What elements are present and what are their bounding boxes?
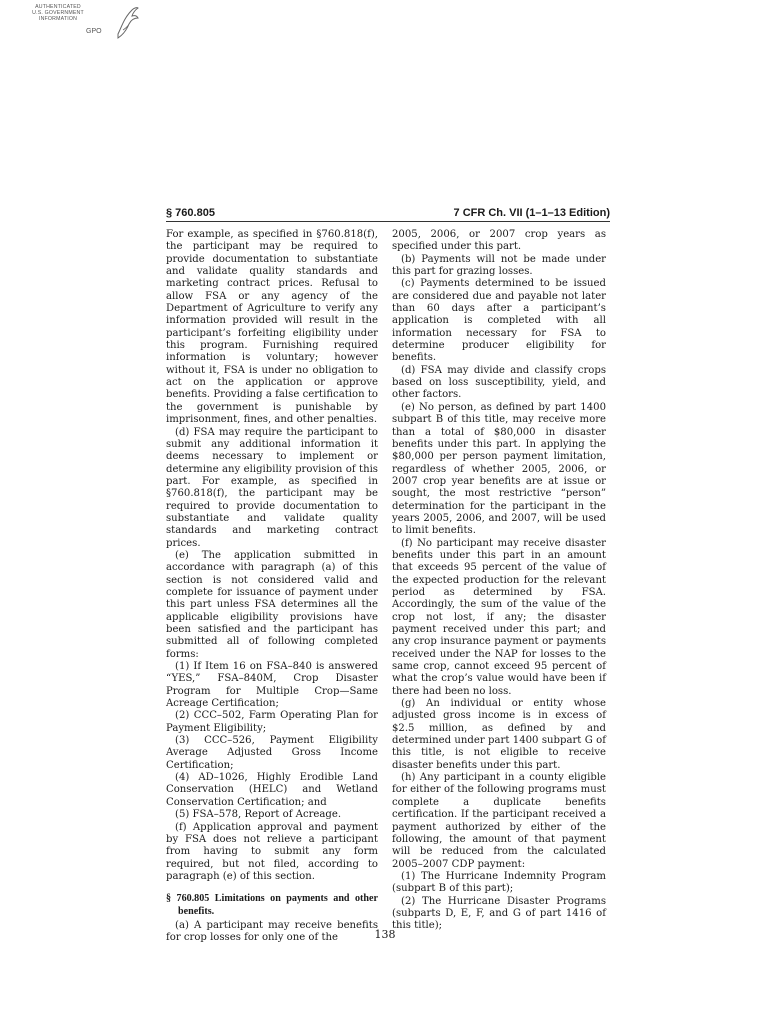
- paragraph: (2) The Hurricane Disaster Programs (subparts D, E, F, and G of part 1416 of this title);: [392, 895, 606, 932]
- paragraph: 2005, 2006, or 2007 crop years as specified under this part.: [392, 229, 606, 253]
- paragraph: For example, as specified in §760.818(f), the participant may be required to provide documentation to substantiate and validate quality standards and marketing contract prices. Refusal to allow FSA or any agency of the Department of Agriculture to verify any information provided will result in the participant’s forfeiting eligibility under this program. Furnishing required information is voluntary; however without it, FSA is under no obligation to act on the application or approve benefits. Providing a false certification to the government is punishable by imprisonment, fines, and other penalties.: [166, 229, 378, 426]
- gpo-authentication-seal: [18, 4, 140, 48]
- paragraph: (1) If Item 16 on FSA–840 is answered “YES,” FSA–840M, Crop Disaster Program for Multiple Crop—Same Acreage Certification;: [166, 661, 378, 710]
- paragraph: (c) Payments determined to be issued are considered due and payable not later than 60 days after a participant’s application is completed with all information necessary for FSA to determine producer eligibility for benefits.: [392, 278, 606, 364]
- edition-title: 7 CFR Ch. VII (1–1–13 Edition): [453, 207, 610, 219]
- paragraph: (4) AD–1026, Highly Erodible Land Conservation (HELC) and Wetland Conservation Certification; and: [166, 772, 378, 808]
- paragraph: (g) An individual or entity whose adjusted gross income is in excess of $2.5 million, as defined by and determined under part 1400 subpart G of this title, is not eligible to receive disaster benefits under this part.: [392, 698, 606, 771]
- seal-gpo: GPO: [86, 28, 102, 35]
- right-column: [392, 229, 606, 933]
- seal-line: AUTHENTICATED: [35, 4, 81, 10]
- paragraph: (d) FSA may require the participant to submit any additional information it deems necessary to implement or determine any eligibility provision of this part. For example, as specified in §760.818(f), the participant may be required to provide documentation to substantiate and validate quality standards and marketing contract prices.: [166, 426, 378, 549]
- paragraph: (1) The Hurricane Indemnity Program (subpart B of this part);: [392, 870, 606, 895]
- page-number: 138: [374, 928, 396, 941]
- paragraph: (f) Application approval and payment by FSA does not relieve a participant from having to submit any form required, but not filed, according to paragraph (e) of this section.: [166, 821, 378, 882]
- paragraph: (d) FSA may divide and classify crops based on loss susceptibility, yield, and other factors.: [392, 364, 606, 401]
- paragraph: (e) The application submitted in accordance with paragraph (a) of this section is not considered valid and complete for issuance of payment under this part unless FSA determines all the applicable eligibility provisions have been satisfied and the participant has submitted all of following completed forms:: [166, 549, 378, 660]
- paragraph: (h) Any participant in a county eligible for either of the following programs must complete a duplicate benefits certification. If the participant received a payment authorized by either of the following, the amount of that payment will be reduced from the calculated 2005–2007 CDP payment:: [392, 772, 606, 870]
- paragraph: (5) FSA–578, Report of Acreage.: [175, 809, 342, 821]
- paragraph: (a) A participant may receive benefits for crop losses for only one of the: [166, 919, 378, 944]
- eagle-icon: [114, 4, 140, 44]
- section-number: § 760.805: [166, 207, 215, 219]
- paragraph: (2) CCC–502, Farm Operating Plan for Payment Eligibility;: [166, 710, 378, 734]
- paragraph: (e) No person, as defined by part 1400 subpart B of this title, may receive more than a total of $80,000 in disaster benefits under this part. In applying the $80,000 per person payment limitation, regardless of whether 2005, 2006, or 2007 crop year benefits are at issue or sought, the most restrictive “person” determination for the participant in the years 2005, 2006, and 2007, will be used to limit benefits.: [392, 401, 606, 537]
- seal-line: U.S. GOVERNMENT: [32, 10, 84, 16]
- left-column: [166, 229, 378, 945]
- paragraph: (f) No participant may receive disaster benefits under this part in an amount that exceeds 95 percent of the value of the expected production for the relevant period as determined by FSA. Accordingly, the sum of the value of the crop not lost, if any; the disaster payment received under this part; and any crop insurance payment or payments received under the NAP for losses to the same crop, cannot exceed 95 percent of what the crop’s value would have been if there had been no loss.: [392, 537, 606, 697]
- seal-text: [18, 4, 98, 22]
- section-heading: § 760.805 Limitations on payments and other benefits.: [166, 893, 378, 917]
- paragraph: (3) CCC–526, Payment Eligibility Average Adjusted Gross Income Certification;: [166, 735, 378, 771]
- paragraph: (b) Payments will not be made under this part for grazing losses.: [392, 253, 606, 278]
- seal-line: INFORMATION: [38, 16, 78, 22]
- running-head: [166, 207, 610, 222]
